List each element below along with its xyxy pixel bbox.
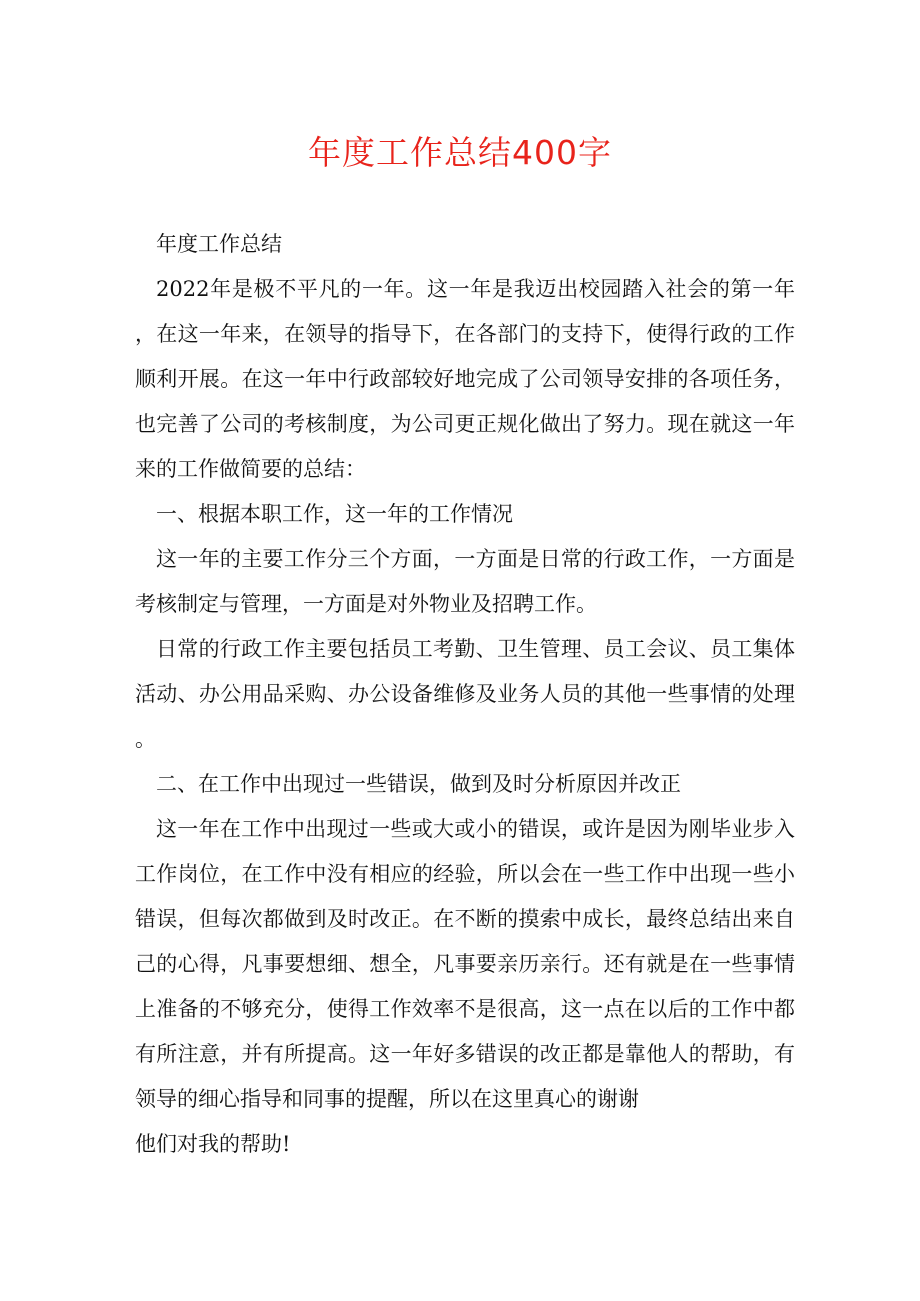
- section-heading-one: 一、根据本职工作，这一年的工作情况: [156, 502, 513, 526]
- section-heading: 年度工作总结: [156, 232, 282, 256]
- work-areas-paragraph: 这一年的主要工作分三个方面，一方面是日常的行政工作，一方面是考核制定与管理，一方面是对外物业及招聘工作。: [135, 547, 795, 616]
- intro-paragraph: 2022年是极不平凡的一年。这一年是我迈出校园踏入社会的第一年，在这一年来，在领导的指导下，在各部门的支持下，使得行政的工作顺利开展。在这一年中行政部较好地完成了公司领导安排的各项任务，也完善了公司的考核制度，为公司更正规化做出了努力。现在就这一年来的工作做简要的总结：: [135, 277, 795, 481]
- document-body: [135, 222, 795, 1167]
- closing-line: 他们对我的帮助!: [135, 1132, 291, 1156]
- section-heading-two: 二、在工作中出现过一些错误，做到及时分析原因并改正: [156, 772, 681, 796]
- daily-work-paragraph: 日常的行政工作主要包括员工考勤、卫生管理、员工会议、员工集体活动、办公用品采购、办公设备维修及业务人员的其他一些事情的处理。: [135, 637, 795, 751]
- document-title: 年度工作总结400字: [308, 133, 612, 172]
- mistakes-paragraph: 这一年在工作中出现过一些或大或小的错误，或许是因为刚毕业步入工作岗位，在工作中没有相应的经验，所以会在一些工作中出现一些小错误，但每次都做到及时改正。在不断的摸索中成长，最终总结出来自己的心得，凡事要想细、想全，凡事要亲历亲行。还有就是在一些事情上准备的不够充分，使得工作效率不是很高，这一点在以后的工作中都有所注意，并有所提高。这一年好多错误的改正都是靠他人的帮助，有领导的细心指导和同事的提醒，所以在这里真心的谢谢: [135, 817, 795, 1111]
